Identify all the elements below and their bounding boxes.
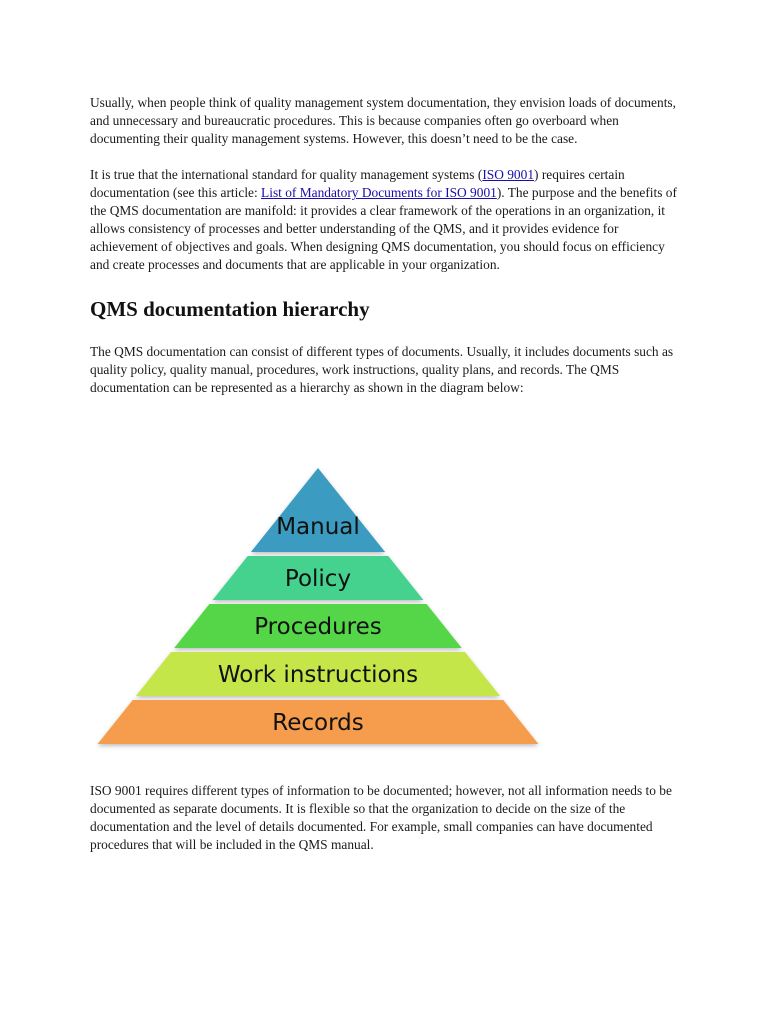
intro-paragraph-2-text-b: ) requires certain documentation (see this article:: [90, 167, 625, 200]
intro-paragraph-1: Usually, when people think of quality management system documentation, they envision loads of documents, and unnecessary and bureaucratic procedures. This is because companies often go overboard when documenting their quality management systems. However, this doesn’t need to be the case.: [90, 95, 676, 146]
intro-paragraph-2: [90, 166, 682, 274]
intro-paragraph-2-text-c: ). The purpose and the benefits of the QMS documentation are manifold: it provides a clear framework of the operations in an organization, it allows consistency of processes and better understanding of the QMS, and it provides evidence for achievement of objectives and goals. When designing QMS documentation, you should focus on efficiency and create processes and documents that are applicable in your organization.: [90, 185, 677, 272]
pyramid-label-records: Records: [272, 710, 364, 736]
iso-9001-link[interactable]: ISO 9001: [482, 167, 535, 182]
section-paragraph: The QMS documentation can consist of different types of documents. Usually, it includes documents such as quality policy, quality manual, procedures, work instructions, quality plans, and records. The QMS documentation can be represented as a hierarchy as shown in the diagram below:: [90, 344, 674, 395]
pyramid-svg: [92, 464, 544, 754]
intro-paragraph-2-text-a: It is true that the international standard for quality management systems (: [90, 167, 483, 182]
qms-hierarchy-pyramid: [92, 464, 544, 754]
pyramid-label-procedures: Procedures: [254, 614, 382, 640]
mandatory-documents-link[interactable]: List of Mandatory Documents for ISO 9001: [261, 185, 497, 200]
pyramid-label-work-instructions: Work instructions: [217, 662, 419, 688]
article-body: [90, 94, 682, 397]
closing-paragraph: ISO 9001 requires different types of information to be documented; however, not all information needs to be documented as separate documents. It is flexible so that the organization to decide on the size of the documentation and the level of details documented. For example, small companies can have documented procedures that will be included in the QMS manual.: [90, 783, 672, 852]
section-heading: QMS documentation hierarchy: [90, 297, 370, 321]
pyramid-label-policy: Policy: [284, 566, 352, 592]
pyramid-label-manual: Manual: [276, 514, 360, 540]
